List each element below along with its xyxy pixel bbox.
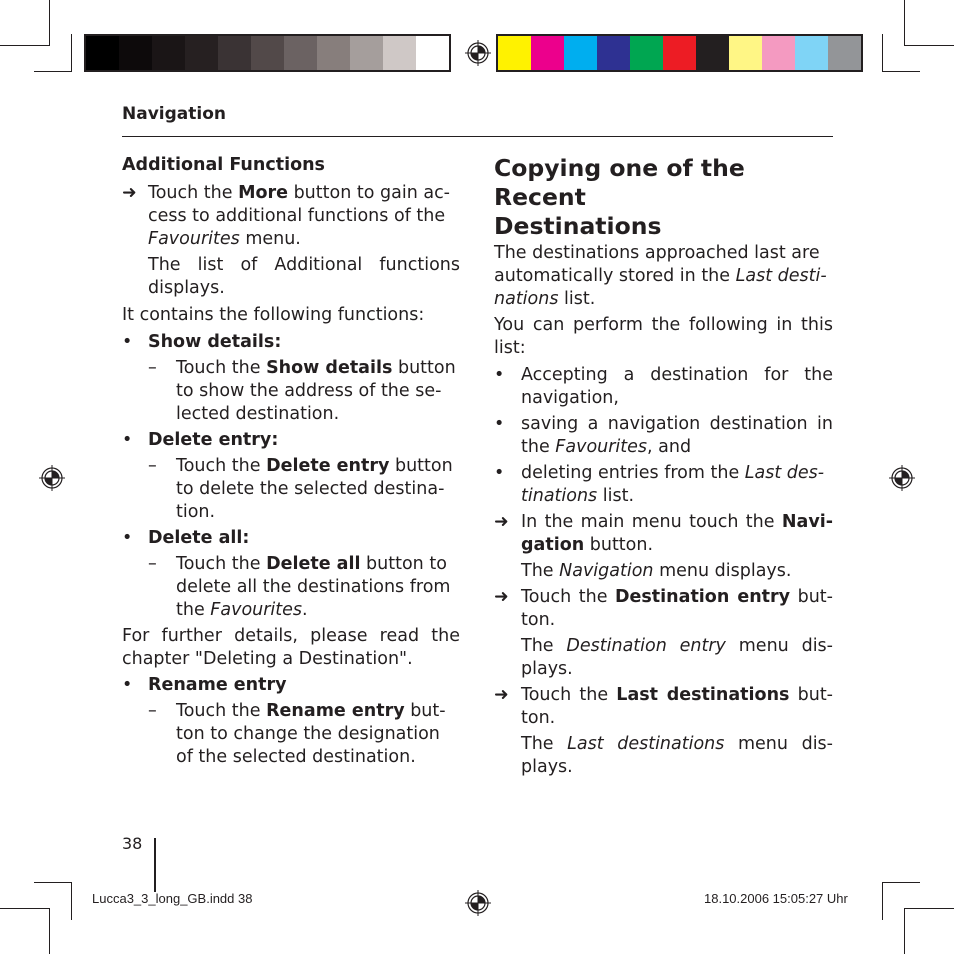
registration-mark-icon bbox=[465, 40, 491, 66]
crop-mark bbox=[71, 34, 72, 72]
color-swatch bbox=[564, 36, 597, 70]
intro-text: It contains the following functions: bbox=[122, 305, 425, 325]
color-swatch bbox=[251, 36, 284, 70]
color-swatch bbox=[383, 36, 416, 70]
crop-mark bbox=[904, 908, 905, 954]
list-item: • Accepting a destination for the navigation, bbox=[494, 365, 833, 408]
list-item: • Show details: – Touch the Show details button to show the address of the se- lected destination. bbox=[122, 331, 460, 426]
left-column: Additional Functions ➜ Touch the More button to gain ac- cess to additional functions of the Favourites menu. The list of Additional functions displays. It contains the following functions: • Show details: – Touch the Show details button to show the address of the se- lected destination. • Delete entry: – Touch the Delete entry button to delete the selected destina- tion. • Delete all: – Touch the Delete all button to delete all the destinations from the Favourites. For further details, please read the chapter "Deleting a Destination". • Rename entry – Touch the Rename entry but- ton to change the designation of the selected destination. bbox=[122, 155, 460, 767]
sub-step: – Touch the Delete all button to delete all the destinations from the Favourites. bbox=[148, 554, 451, 620]
further-details-text: For further details, please read the bbox=[122, 626, 460, 646]
page-number-rule bbox=[154, 838, 156, 892]
result-text: The Last destinations menu dis- bbox=[521, 734, 833, 754]
crop-mark bbox=[905, 908, 954, 909]
list-item: • saving a navigation destination in the Favourites, and bbox=[494, 414, 833, 457]
dash-icon: – bbox=[148, 701, 157, 721]
bullet-icon: • bbox=[122, 675, 133, 695]
color-swatch bbox=[350, 36, 383, 70]
bullet-icon: • bbox=[494, 365, 505, 385]
color-swatch bbox=[317, 36, 350, 70]
color-swatch bbox=[185, 36, 218, 70]
bullet-icon: • bbox=[122, 430, 133, 450]
color-swatch bbox=[86, 36, 119, 70]
crop-mark bbox=[71, 882, 72, 920]
crop-mark bbox=[882, 882, 883, 920]
crop-mark bbox=[0, 908, 49, 909]
color-swatch bbox=[416, 36, 449, 70]
color-swatch bbox=[498, 36, 531, 70]
crop-mark bbox=[34, 882, 72, 883]
color-swatch bbox=[795, 36, 828, 70]
sub-step: – Touch the Show details button to show the address of the se- lected destination. bbox=[148, 358, 456, 424]
color-swatch bbox=[284, 36, 317, 70]
crop-mark bbox=[34, 71, 72, 72]
crop-mark bbox=[882, 882, 920, 883]
crop-mark bbox=[905, 45, 954, 46]
arrow-icon: ➜ bbox=[494, 512, 509, 532]
color-swatch bbox=[828, 36, 861, 70]
arrow-icon: ➜ bbox=[122, 183, 137, 203]
dash-icon: – bbox=[148, 358, 157, 378]
page-number: 38 bbox=[122, 834, 143, 853]
color-swatch bbox=[663, 36, 696, 70]
crop-mark bbox=[882, 71, 920, 72]
list-item: • Delete all: – Touch the Delete all button to delete all the destinations from the Favourites. bbox=[122, 527, 460, 622]
arrow-step: ➜ Touch the Destination entry but- ton. The Destination entry menu dis- plays. bbox=[494, 587, 833, 679]
registration-mark-icon bbox=[39, 465, 65, 491]
list-item: • Rename entry – Touch the Rename entry but- ton to change the designation of the selected destination. bbox=[122, 674, 460, 769]
list-item: • deleting entries from the Last des- tinations list. bbox=[494, 463, 825, 506]
result-text: The Navigation menu displays. bbox=[521, 561, 792, 581]
bullet-icon: • bbox=[494, 463, 505, 483]
crop-mark bbox=[904, 0, 905, 46]
list-item: • Delete entry: – Touch the Delete entry button to delete the selected destina- tion. bbox=[122, 429, 460, 524]
color-swatch bbox=[218, 36, 251, 70]
slug-timestamp: 18.10.2006 15:05:27 Uhr bbox=[704, 891, 848, 906]
crop-mark bbox=[49, 908, 50, 954]
additional-functions-heading: Additional Functions bbox=[122, 155, 325, 175]
section-title: Destinations bbox=[494, 212, 662, 240]
color-swatch bbox=[630, 36, 663, 70]
right-column: Copying one of the Recent Destinations The destinations approached last are automatically stored in the Last desti- nations list. You can perform the following in this list: • Accepting a destination for the navigation, • saving a navigation destination in the Favourites, and • deleting entries from the Last des- tinations list. ➜ In the main menu touch the Navi- gation button. The Navigation menu displays. ➜ Touch the Destination entry but- ton. The Destination entry menu dis- plays. ➜ Touch the Last destinations but- ton. The Last destinations menu dis- plays. bbox=[494, 154, 833, 777]
dash-icon: – bbox=[148, 554, 157, 574]
color-swatch bbox=[531, 36, 564, 70]
bullet-icon: • bbox=[122, 332, 133, 352]
grayscale-color-bar bbox=[86, 36, 449, 70]
color-swatch bbox=[152, 36, 185, 70]
color-swatch bbox=[696, 36, 729, 70]
bullet-icon: • bbox=[122, 528, 133, 548]
arrow-icon: ➜ bbox=[494, 685, 509, 705]
crop-mark bbox=[49, 0, 50, 46]
section-title: Copying one of the Recent bbox=[494, 154, 745, 211]
bullet-icon: • bbox=[494, 414, 505, 434]
color-swatch bbox=[762, 36, 795, 70]
crop-mark bbox=[0, 45, 49, 46]
arrow-icon: ➜ bbox=[494, 587, 509, 607]
dash-icon: – bbox=[148, 456, 157, 476]
crop-mark bbox=[882, 34, 883, 72]
color-swatch bbox=[119, 36, 152, 70]
color-swatch bbox=[597, 36, 630, 70]
arrow-step: ➜ Touch the More button to gain ac- cess to additional functions of the Favourites menu. The list of Additional functions displays. bbox=[122, 183, 460, 298]
running-header: Navigation bbox=[122, 104, 226, 124]
registration-mark-icon bbox=[465, 890, 491, 916]
color-swatch bbox=[729, 36, 762, 70]
process-color-bar bbox=[498, 36, 861, 70]
arrow-step: ➜ In the main menu touch the Navi- gation button. The Navigation menu displays. bbox=[494, 512, 833, 581]
result-text: The list of Additional functions bbox=[148, 255, 460, 275]
result-text: The Destination entry menu dis- bbox=[521, 636, 833, 656]
slug-filename: Lucca3_3_long_GB.indd 38 bbox=[92, 891, 253, 906]
header-rule bbox=[122, 136, 833, 137]
registration-mark-icon bbox=[889, 465, 915, 491]
arrow-step: ➜ Touch the Last destinations but- ton. The Last destinations menu dis- plays. bbox=[494, 685, 833, 777]
sub-step: – Touch the Delete entry button to delete the selected destina- tion. bbox=[148, 456, 453, 522]
sub-step: – Touch the Rename entry but- ton to change the designation of the selected destination. bbox=[148, 701, 446, 767]
